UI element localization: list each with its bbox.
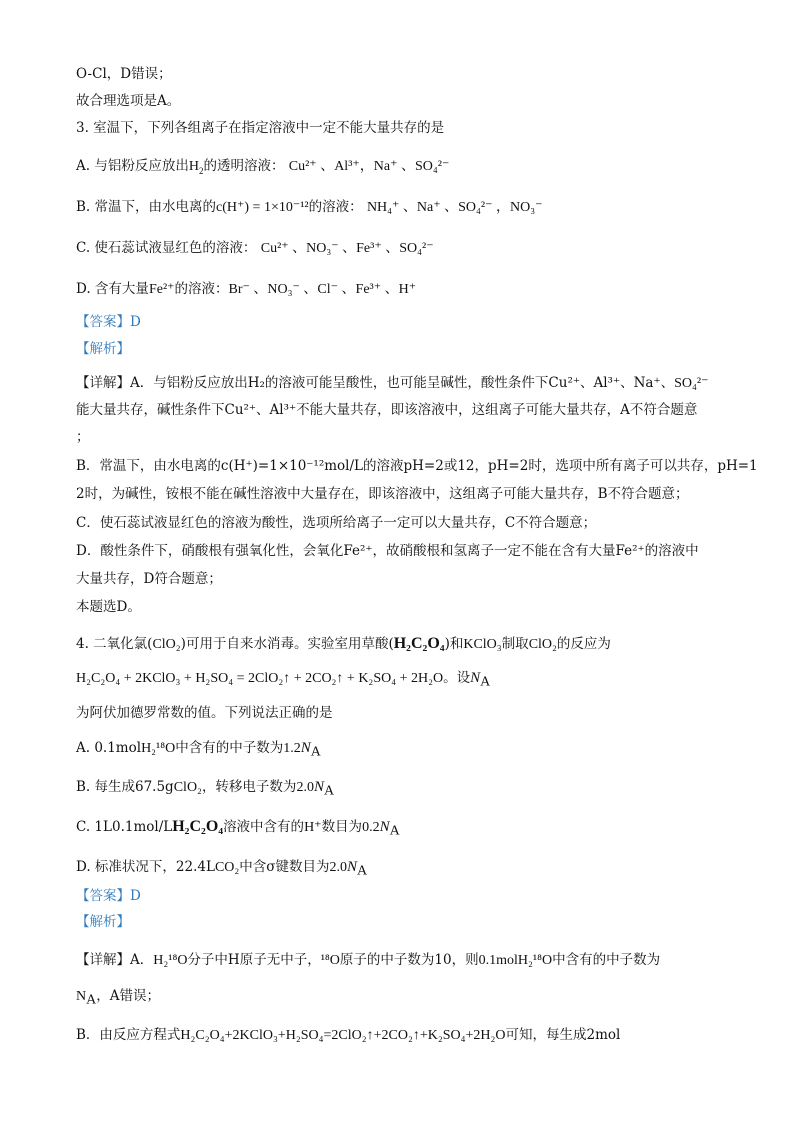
value: 2.0	[296, 780, 314, 795]
detail-line: 本题选D。	[76, 599, 141, 615]
option-3a	[76, 156, 449, 181]
option-text: C. 1L0.1mol/L	[76, 819, 173, 835]
detail-line	[76, 373, 708, 394]
option-4c	[76, 817, 400, 842]
option-text: D. 含有大量	[76, 281, 149, 297]
value: 0.2	[362, 820, 380, 835]
formula-ch: c(H⁺) = 1×10⁻¹²	[216, 200, 309, 215]
option-3c	[76, 238, 434, 259]
stem-text: )和	[444, 636, 464, 652]
option-text: D. 标准状况下，22.4L	[76, 859, 215, 875]
ion-list: Cu²⁺ 、Al³⁺，Na⁺ 、SO₄²⁻	[288, 159, 450, 174]
stem-text: 4. 二氧化氯(	[76, 636, 153, 652]
ion-list: Cu²⁺ 、NO₃⁻ 、Fe³⁺ 、SO₄²⁻	[260, 241, 434, 256]
analysis-label: 【解析】	[76, 341, 130, 357]
avogadro-symbol: N	[76, 989, 87, 1004]
option-text: 溶液中含有的	[223, 819, 305, 835]
option-4d	[76, 857, 367, 882]
formula-so4: SO₄²⁻	[674, 376, 709, 391]
value: 1.2	[283, 741, 301, 756]
stem-text: )可用于自来水消毒。实验室用草酸(	[180, 636, 394, 652]
stem-text: 为阿伏加德罗常数的值。下列说法正确的是	[76, 705, 333, 721]
formula-h2c2o4: H₂C₂O₄	[393, 635, 445, 652]
option-text: 的透明溶液：	[203, 158, 285, 174]
answer-label: 【答案】D	[76, 888, 141, 904]
formula-kclo3: KClO₃	[463, 637, 502, 652]
analysis-label: 【解析】	[76, 914, 130, 930]
detail-line: D．酸性条件下，硝酸根有强氧化性，会氧化Fe²⁺，故硝酸根和氢离子一定不能在含有大量Fe²⁺的溶液中	[76, 543, 699, 559]
detail-line	[76, 950, 660, 971]
option-3b	[76, 197, 543, 218]
avogadro-subscript: A	[86, 992, 97, 1008]
detail-text: 原子的中子数为10，则	[339, 952, 479, 968]
avogadro-symbol: N	[379, 819, 390, 835]
detail-line	[76, 986, 160, 1011]
avogadro-symbol: N	[313, 779, 324, 795]
text-line: O-Cl，D错误；	[76, 66, 172, 82]
formula: H₂¹⁸O	[153, 953, 188, 968]
avogadro-subscript: A	[389, 823, 400, 839]
formula-clo2: ClO₂	[528, 637, 557, 652]
question-3-stem: 3. 室温下，下列各组离子在指定溶液中一定不能大量共存的是	[76, 120, 445, 136]
stem-text: 制取	[501, 636, 529, 652]
option-text: C. 使石蕊试液显红色的溶液：	[76, 240, 257, 256]
option-4b	[76, 777, 334, 802]
text-line: 故合理选项是A。	[76, 93, 181, 109]
avogadro-symbol: N	[347, 859, 358, 875]
formula: 0.1molH₂¹⁸O	[478, 953, 553, 968]
detail-text: B．由反应方程式	[76, 1027, 181, 1043]
detail-text: 可知，每生成2mol	[505, 1027, 621, 1043]
option-text: 中含有的中子数为	[175, 740, 284, 756]
question-4-stem	[76, 634, 611, 655]
avogadro-subscript: A	[480, 674, 491, 690]
option-text: A. 0.1mol	[76, 740, 142, 756]
formula: ¹⁸O	[320, 953, 340, 968]
option-text: 的溶液：	[308, 199, 363, 215]
detail-line: 大量共存，D符合题意；	[76, 571, 222, 587]
formula-fe: Fe²⁺	[148, 282, 175, 297]
option-3d	[76, 279, 416, 300]
avogadro-subscript: A	[310, 744, 321, 760]
answer-label: 【答案】D	[76, 314, 141, 330]
formula: H₂¹⁸O	[141, 741, 176, 756]
avogadro-subscript: A	[357, 863, 368, 879]
detail-text: 【详解】A．	[76, 952, 154, 968]
avogadro-symbol: N	[300, 740, 311, 756]
detail-text: ，A错误；	[96, 988, 160, 1004]
option-4a	[76, 738, 321, 763]
reaction-equation	[76, 668, 490, 693]
detail-line: ；	[76, 429, 90, 445]
avogadro-subscript: A	[323, 783, 335, 799]
formula: H⁺	[304, 820, 322, 835]
option-text: B. 每生成67.5g	[76, 779, 174, 795]
value: 2.0	[329, 860, 348, 875]
formula: CO₂	[214, 860, 240, 875]
ion-list: Br⁻ 、NO₃⁻ 、Cl⁻ 、Fe³⁺ 、H⁺	[228, 282, 417, 297]
detail-text: 【详解】A．与铝粉反应放出H₂的溶液可能呈酸性，也可能呈碱性，酸性条件下Cu²⁺、Al³⁺、Na⁺、	[76, 375, 675, 391]
stem-text: 。设	[443, 670, 471, 686]
formula-h2: $H_2$	[188, 159, 204, 176]
formula-clo2: ClO₂	[152, 637, 181, 652]
detail-line	[76, 1025, 620, 1046]
detail-text: 中含有的中子数为	[552, 952, 661, 968]
formula: H₂C₂O₄	[172, 818, 224, 835]
stem-text: 的反应为	[556, 636, 611, 652]
option-text: 中含σ键数目为	[239, 859, 330, 875]
detail-text: 分子中H原子无中子，	[187, 952, 321, 968]
equation: H₂C₂O₄ + 2KClO₃ + H₂SO₄ = 2ClO₂↑ + 2CO₂↑ + K₂SO₄ + 2H₂O	[76, 671, 444, 686]
formula: ClO₂	[173, 780, 202, 795]
detail-line: 2时，为碱性，铵根不能在碱性溶液中大量存在，即该溶液中，这组离子可能大量共存，B不符合题意；	[76, 486, 689, 502]
avogadro-symbol: N	[470, 670, 481, 686]
option-text: B. 常温下，由水电离的	[76, 199, 217, 215]
ion-list: NH₄⁺ 、Na⁺ 、SO₄²⁻ ，NO₃⁻	[366, 200, 543, 215]
detail-line: 能大量共存，碱性条件下Cu²⁺、Al³⁺不能大量共存，即该溶液中，这组离子可能大量共存，A不符合题意	[76, 402, 698, 418]
option-text: 的溶液：	[174, 281, 229, 297]
option-text: ，转移电子数为	[201, 779, 297, 795]
detail-line: C．使石蕊试液显红色的溶液为酸性，选项所给离子一定可以大量共存，C不符合题意；	[76, 515, 597, 531]
detail-line: B．常温下，由水电离的c(H⁺)=1×10⁻¹²mol/L的溶液pH=2或12，pH=2时，选项中所有离子可以共存，pH=1	[76, 458, 758, 474]
option-text: 数目为	[321, 819, 363, 835]
equation: H₂C₂O₄+2KClO₃+H₂SO₄=2ClO₂↑+2CO₂↑+K₂SO₄+2H₂O	[180, 1028, 506, 1043]
option-text: A. 与铝粉反应放出	[76, 158, 189, 174]
